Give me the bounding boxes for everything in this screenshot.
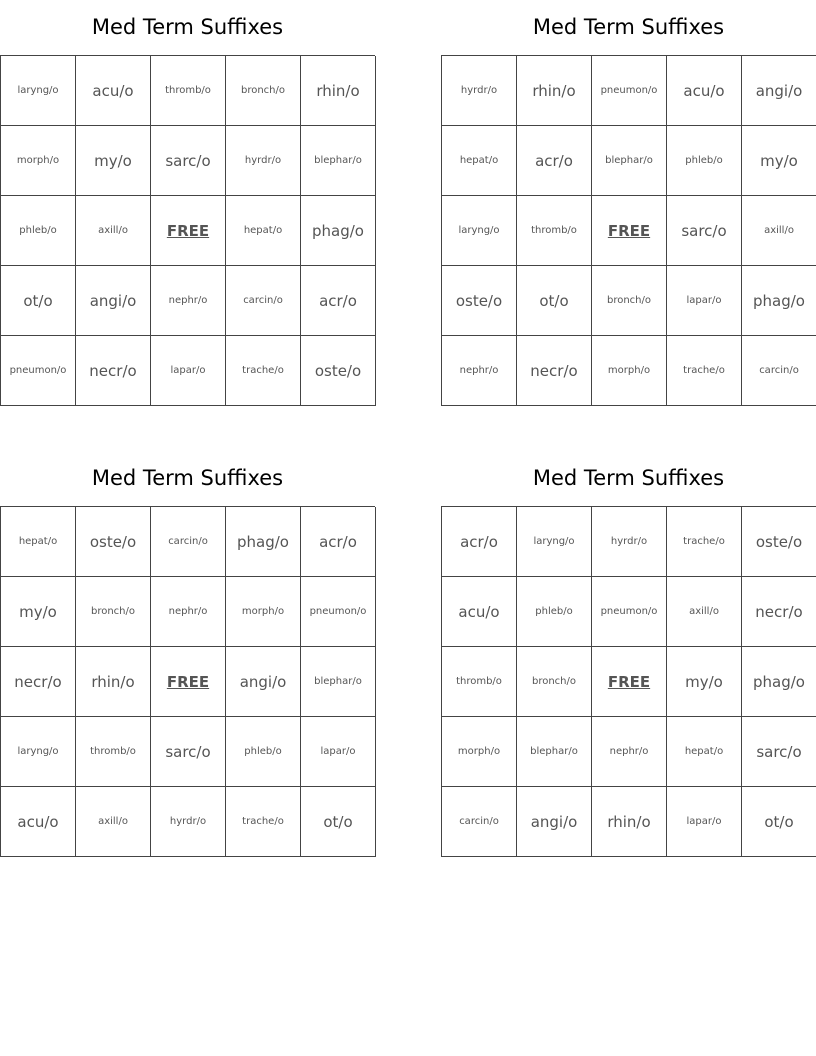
- bingo-cell: phag/o: [301, 196, 376, 266]
- bingo-cell: pneumon/o: [592, 577, 667, 647]
- bingo-grid: [441, 506, 816, 857]
- bingo-cell: bronch/o: [517, 647, 592, 717]
- bingo-cell: trache/o: [667, 507, 742, 577]
- bingo-cell: morph/o: [1, 126, 76, 196]
- free-space: FREE: [592, 647, 667, 717]
- bingo-cell: laryng/o: [442, 196, 517, 266]
- bingo-cell: phleb/o: [517, 577, 592, 647]
- bingo-cell: hyrdr/o: [442, 56, 517, 126]
- bingo-cell: oste/o: [76, 507, 151, 577]
- bingo-cell: hepat/o: [1, 507, 76, 577]
- bingo-cell: sarc/o: [151, 126, 226, 196]
- bingo-cell: rhin/o: [517, 56, 592, 126]
- bingo-cell: blephar/o: [517, 717, 592, 787]
- card-title: Med Term Suffixes: [91, 466, 284, 490]
- bingo-cell: oste/o: [742, 507, 816, 577]
- card-title: Med Term Suffixes: [532, 466, 725, 490]
- bingo-cell: carcin/o: [151, 507, 226, 577]
- bingo-cell: acu/o: [667, 56, 742, 126]
- bingo-cell: morph/o: [442, 717, 517, 787]
- bingo-cell: ot/o: [301, 787, 376, 857]
- bingo-cell: necr/o: [517, 336, 592, 406]
- bingo-cell: thromb/o: [517, 196, 592, 266]
- bingo-cell: ot/o: [517, 266, 592, 336]
- bingo-cell: laryng/o: [517, 507, 592, 577]
- bingo-cell: my/o: [742, 126, 816, 196]
- bingo-cell: morph/o: [592, 336, 667, 406]
- bingo-cell: necr/o: [76, 336, 151, 406]
- bingo-cell: angi/o: [742, 56, 816, 126]
- bingo-cell: trache/o: [667, 336, 742, 406]
- bingo-cell: axill/o: [667, 577, 742, 647]
- free-space: FREE: [151, 196, 226, 266]
- bingo-cell: oste/o: [301, 336, 376, 406]
- bingo-cell: sarc/o: [667, 196, 742, 266]
- bingo-cell: hyrdr/o: [151, 787, 226, 857]
- bingo-cell: axill/o: [742, 196, 816, 266]
- bingo-cell: ot/o: [1, 266, 76, 336]
- bingo-card-2: [441, 0, 816, 406]
- bingo-cell: carcin/o: [226, 266, 301, 336]
- bingo-cell: angi/o: [517, 787, 592, 857]
- bingo-cell: ot/o: [742, 787, 816, 857]
- bingo-cell: my/o: [667, 647, 742, 717]
- bingo-cell: acu/o: [442, 577, 517, 647]
- bingo-cell: trache/o: [226, 336, 301, 406]
- bingo-cell: acu/o: [1, 787, 76, 857]
- bingo-cell: rhin/o: [592, 787, 667, 857]
- bingo-cell: angi/o: [76, 266, 151, 336]
- card-title: Med Term Suffixes: [91, 15, 284, 39]
- bingo-cell: rhin/o: [301, 56, 376, 126]
- bingo-cell: blephar/o: [301, 126, 376, 196]
- card-title: Med Term Suffixes: [532, 15, 725, 39]
- bingo-cell: acr/o: [301, 266, 376, 336]
- bingo-card-3: [0, 451, 375, 857]
- bingo-cell: sarc/o: [151, 717, 226, 787]
- bingo-cell: my/o: [1, 577, 76, 647]
- bingo-cell: phag/o: [742, 266, 816, 336]
- bingo-cell: angi/o: [226, 647, 301, 717]
- bingo-cell: lapar/o: [151, 336, 226, 406]
- bingo-cell: axill/o: [76, 196, 151, 266]
- bingo-cell: sarc/o: [742, 717, 816, 787]
- bingo-grid: [0, 506, 375, 857]
- bingo-cell: necr/o: [742, 577, 816, 647]
- bingo-cell: lapar/o: [667, 787, 742, 857]
- bingo-cell: carcin/o: [442, 787, 517, 857]
- bingo-cell: thromb/o: [151, 56, 226, 126]
- bingo-cell: hepat/o: [442, 126, 517, 196]
- bingo-card-1: [0, 0, 375, 406]
- bingo-cell: nephr/o: [151, 266, 226, 336]
- bingo-cell: laryng/o: [1, 717, 76, 787]
- bingo-cell: necr/o: [1, 647, 76, 717]
- bingo-cell: phleb/o: [667, 126, 742, 196]
- bingo-cell: bronch/o: [226, 56, 301, 126]
- bingo-cell: hyrdr/o: [226, 126, 301, 196]
- bingo-cell: bronch/o: [592, 266, 667, 336]
- bingo-cell: thromb/o: [76, 717, 151, 787]
- bingo-cell: phag/o: [742, 647, 816, 717]
- bingo-cell: laryng/o: [1, 56, 76, 126]
- bingo-cell: oste/o: [442, 266, 517, 336]
- bingo-cell: nephr/o: [151, 577, 226, 647]
- bingo-cell: axill/o: [76, 787, 151, 857]
- bingo-cell: blephar/o: [301, 647, 376, 717]
- bingo-cell: lapar/o: [667, 266, 742, 336]
- bingo-cell: acu/o: [76, 56, 151, 126]
- bingo-cell: hepat/o: [667, 717, 742, 787]
- bingo-cell: pneumon/o: [1, 336, 76, 406]
- bingo-cell: nephr/o: [592, 717, 667, 787]
- bingo-cell: phleb/o: [1, 196, 76, 266]
- bingo-card-4: [441, 451, 816, 857]
- bingo-cell: acr/o: [517, 126, 592, 196]
- bingo-cell: nephr/o: [442, 336, 517, 406]
- bingo-cell: hepat/o: [226, 196, 301, 266]
- bingo-cell: blephar/o: [592, 126, 667, 196]
- bingo-cell: rhin/o: [76, 647, 151, 717]
- bingo-cell: thromb/o: [442, 647, 517, 717]
- bingo-cell: my/o: [76, 126, 151, 196]
- bingo-cell: morph/o: [226, 577, 301, 647]
- bingo-cell: trache/o: [226, 787, 301, 857]
- bingo-cell: hyrdr/o: [592, 507, 667, 577]
- bingo-cell: phag/o: [226, 507, 301, 577]
- bingo-grid: [441, 55, 816, 406]
- bingo-cell: lapar/o: [301, 717, 376, 787]
- bingo-grid: [0, 55, 375, 406]
- bingo-cell: carcin/o: [742, 336, 816, 406]
- bingo-cell: pneumon/o: [592, 56, 667, 126]
- free-space: FREE: [151, 647, 226, 717]
- bingo-cell: acr/o: [301, 507, 376, 577]
- bingo-cell: pneumon/o: [301, 577, 376, 647]
- free-space: FREE: [592, 196, 667, 266]
- bingo-cell: acr/o: [442, 507, 517, 577]
- bingo-cell: phleb/o: [226, 717, 301, 787]
- bingo-cell: bronch/o: [76, 577, 151, 647]
